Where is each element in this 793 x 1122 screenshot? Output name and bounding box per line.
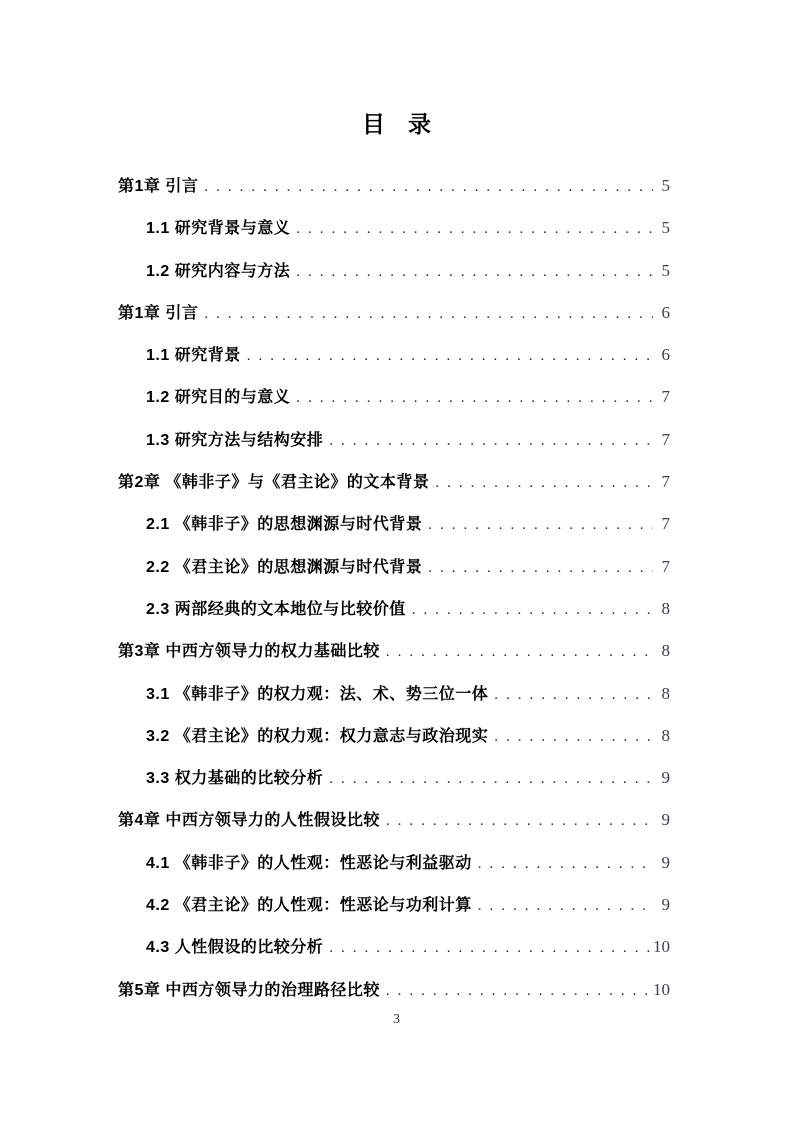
- toc-entry[interactable]: [118, 673, 670, 715]
- toc-dot-leader: [204, 166, 653, 208]
- toc-entry[interactable]: [118, 799, 670, 841]
- toc-entry[interactable]: [118, 546, 670, 588]
- toc-entry-page: 9: [661, 895, 670, 915]
- toc-dot-leader: [428, 504, 653, 546]
- toc-entry[interactable]: [118, 630, 670, 672]
- toc-entry-label: 第3章 中西方领导力的权力基础比较: [118, 643, 380, 661]
- toc-dot-leader: [478, 885, 653, 927]
- toc-entry-label: 3.1 《韩非子》的权力观：法、术、势三位一体: [146, 685, 489, 703]
- toc-entry-page: 7: [661, 387, 670, 407]
- toc-entry-label: 2.1 《韩非子》的思想渊源与时代背景: [146, 516, 423, 534]
- toc-entry[interactable]: [118, 334, 670, 376]
- footer-page-number: 3: [393, 1012, 400, 1027]
- toc-dot-leader: [386, 800, 653, 842]
- toc-entry-label: 1.1 研究背景与意义: [146, 220, 291, 238]
- toc-entry[interactable]: [118, 207, 670, 249]
- toc-entry[interactable]: [118, 165, 670, 207]
- toc-entry[interactable]: [118, 376, 670, 418]
- toc-entry-label: 1.2 研究内容与方法: [146, 262, 291, 280]
- toc-entry[interactable]: [118, 588, 670, 630]
- toc-entry[interactable]: [118, 250, 670, 292]
- toc-entry[interactable]: [118, 757, 670, 799]
- toc-entry[interactable]: [118, 926, 670, 968]
- toc-dot-leader: [494, 674, 653, 716]
- toc-entry[interactable]: [118, 884, 670, 926]
- toc-entry-label: 1.3 研究方法与结构安排: [146, 431, 324, 449]
- toc-entry[interactable]: [118, 969, 670, 1011]
- toc-entry-label: 3.3 权力基础的比较分析: [146, 770, 324, 788]
- toc-dot-leader: [296, 251, 653, 293]
- toc-entry-page: 8: [661, 598, 670, 618]
- toc-entry-label: 第1章 引言: [118, 304, 199, 322]
- toc-entry-label: 4.3 人性假设的比较分析: [146, 939, 324, 957]
- toc-entry-page: 7: [661, 429, 670, 449]
- toc-entry[interactable]: [118, 842, 670, 884]
- toc-dot-leader: [412, 589, 653, 631]
- toc-title: 目 录: [362, 111, 431, 137]
- toc-entry[interactable]: [118, 461, 670, 503]
- toc-entry-page: 9: [661, 768, 670, 788]
- toc-dot-leader: [386, 631, 653, 673]
- toc-entry-label: 2.2 《君主论》的思想渊源与时代背景: [146, 558, 423, 576]
- toc-dot-leader: [329, 420, 653, 462]
- toc-entry-label: 1.1 研究背景: [146, 347, 241, 365]
- toc-dot-leader: [386, 970, 650, 1012]
- toc-entry-label: 1.2 研究目的与意义: [146, 389, 291, 407]
- toc-dot-leader: [329, 758, 653, 800]
- toc-list: [118, 165, 670, 1011]
- toc-entry-page: 5: [661, 218, 670, 238]
- toc-entry[interactable]: [118, 715, 670, 757]
- toc-entry-label: 2.3 两部经典的文本地位与比较价值: [146, 600, 406, 618]
- toc-entry-page: 9: [661, 852, 670, 872]
- toc-entry-page: 8: [661, 641, 670, 661]
- toc-entry-page: 7: [661, 556, 670, 576]
- toc-entry-page: 9: [661, 810, 670, 830]
- toc-entry-label: 第5章 中西方领导力的治理路径比较: [118, 981, 380, 999]
- toc-dot-leader: [247, 335, 653, 377]
- toc-entry-label: 4.2 《君主论》的人性观：性恶论与功利计算: [146, 897, 472, 915]
- toc-dot-leader: [204, 293, 653, 335]
- toc-entry-page: 8: [661, 725, 670, 745]
- toc-entry-page: 10: [653, 979, 670, 999]
- toc-dot-leader: [296, 377, 653, 419]
- toc-entry-label: 第4章 中西方领导力的人性假设比较: [118, 812, 380, 830]
- toc-entry-page: 7: [661, 472, 670, 492]
- toc-entry-label: 3.2 《君主论》的权力观：权力意志与政治现实: [146, 727, 489, 745]
- toc-entry-page: 5: [661, 260, 670, 280]
- toc-entry[interactable]: [118, 292, 670, 334]
- toc-entry-label: 第1章 引言: [118, 178, 199, 195]
- toc-dot-leader: [329, 927, 650, 969]
- toc-dot-leader: [296, 208, 653, 250]
- toc-dot-leader: [478, 843, 653, 885]
- toc-entry-page: 10: [653, 937, 670, 957]
- toc-entry[interactable]: [118, 419, 670, 461]
- toc-entry-page: 5: [661, 176, 670, 195]
- toc-entry-label: 第2章 《韩非子》与《君主论》的文本背景: [118, 474, 430, 492]
- toc-entry-page: 6: [661, 302, 670, 322]
- toc-entry-page: 8: [661, 683, 670, 703]
- toc-entry-page: 7: [661, 514, 670, 534]
- toc-dot-leader: [428, 547, 653, 589]
- toc-dot-leader: [494, 716, 653, 758]
- toc-entry-page: 6: [661, 345, 670, 365]
- toc-entry[interactable]: [118, 503, 670, 545]
- toc-entry-label: 4.1 《韩非子》的人性观：性恶论与利益驱动: [146, 854, 472, 872]
- toc-dot-leader: [435, 462, 653, 504]
